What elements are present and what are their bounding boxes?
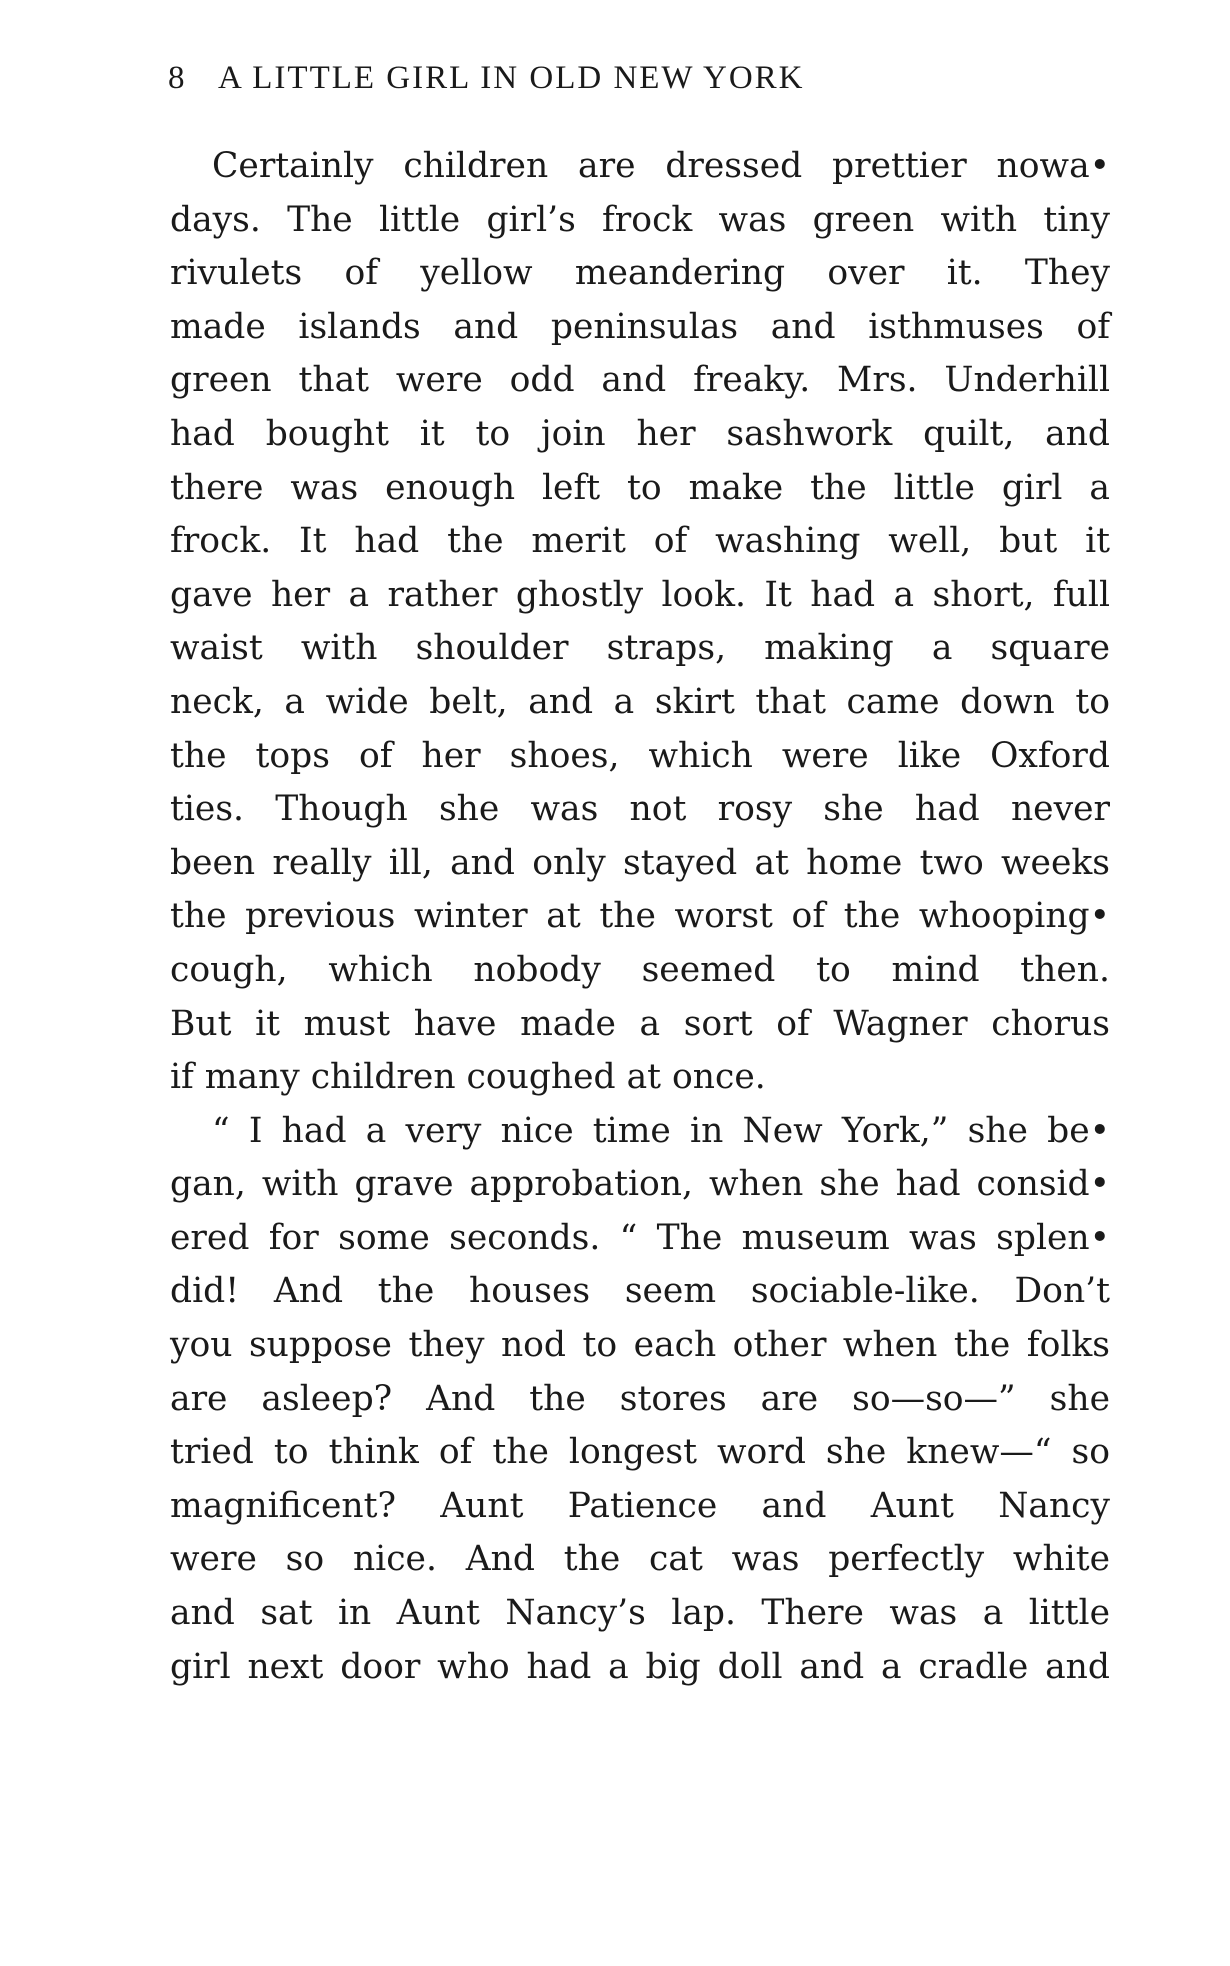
text-line: if many children coughed at once. [170,1057,766,1098]
text-line: the tops of her shoes, which were like Oxford [170,735,1110,776]
running-header [168,60,1048,110]
text-line: frock. It had the merit of washing well, but it [170,521,1110,562]
text-line: been really ill, and only stayed at home two weeks [170,842,1110,883]
text-line: had bought it to join her sashwork quilt, and [170,413,1110,454]
text-line: tried to think of the longest word she knew—“ so [170,1432,1110,1473]
text-line: the previous winter at the worst of the whooping• [170,896,1110,937]
text-line: did! And the houses seem sociable-like. Don’t [170,1271,1110,1312]
text-line: there was enough left to make the little girl a [170,467,1110,508]
text-line: neck, a wide belt, and a skirt that came down to [170,681,1110,722]
text-line: magnificent? Aunt Patience and Aunt Nancy [170,1485,1110,1526]
text-line: were so nice. And the cat was perfectly white [170,1539,1110,1580]
text-line: waist with shoulder straps, making a square [170,628,1110,669]
text-line: But it must have made a sort of Wagner chorus [170,1003,1110,1044]
body-text [170,140,1110,1694]
text-line: girl next door who had a big doll and a cradle and [170,1646,1110,1687]
text-line: you suppose they nod to each other when the folks [170,1325,1110,1366]
text-line: rivulets of yellow meandering over it. They [170,253,1110,294]
text-line: made islands and peninsulas and isthmuses of [170,306,1110,347]
text-line: days. The little girl’s frock was green with tiny [170,199,1110,240]
text-line: gan, with grave approbation, when she had consid• [170,1164,1110,1205]
text-line: cough, which nobody seemed to mind then. [170,949,1110,990]
text-line: “ I had a very nice time in New York,” she be• [212,1110,1110,1151]
text-line: ered for some seconds. “ The museum was splen• [170,1217,1110,1258]
text-line: gave her a rather ghostly look. It had a short, full [170,574,1110,615]
page-number: 8 [168,60,187,96]
text-line: and sat in Aunt Nancy’s lap. There was a little [170,1593,1110,1634]
text-line: are asleep? And the stores are so—so—” she [170,1378,1110,1419]
text-line: ties. Though she was not rosy she had never [170,789,1110,830]
text-line: green that were odd and freaky. Mrs. Underhill [170,360,1110,401]
running-title: A LITTLE GIRL IN OLD NEW YORK [218,60,805,96]
text-line: Certainly children are dressed prettier nowa• [212,146,1110,186]
